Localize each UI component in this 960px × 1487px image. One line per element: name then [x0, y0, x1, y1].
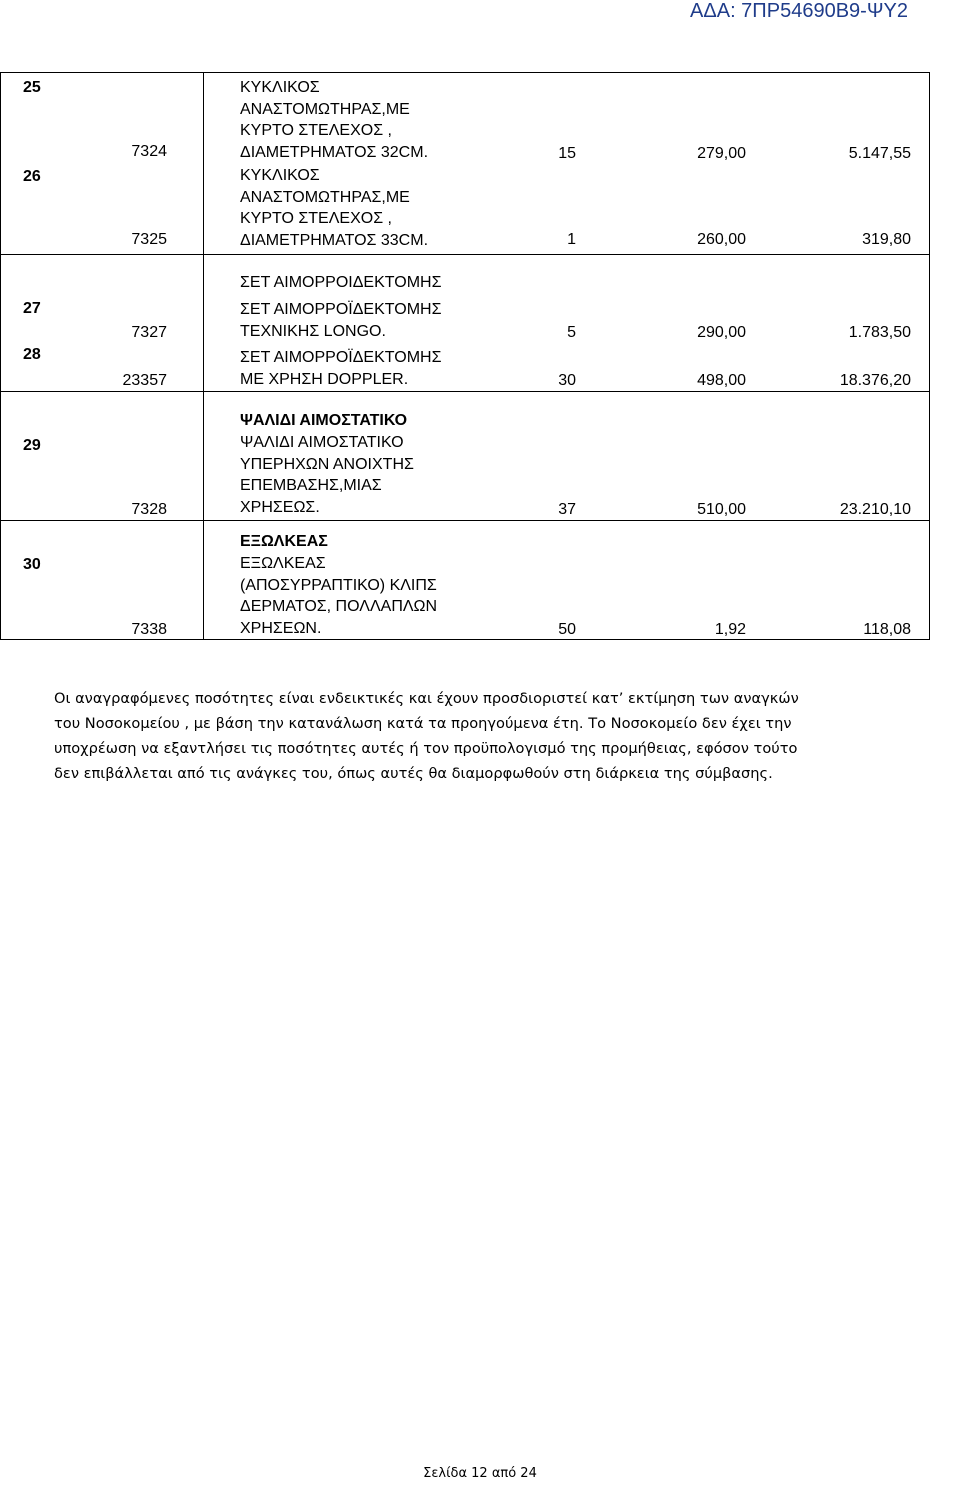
- item-quantity: 37: [558, 501, 576, 518]
- row-divider: [1, 254, 929, 255]
- ada-code: ΑΔΑ: 7ΠΡ54690Β9-ΨΥ2: [690, 0, 908, 22]
- group-heading: ΣΕΤ ΑΙΜΟΡΡΟΙΔΕΚΤΟΜΗΣ: [240, 274, 442, 291]
- page-number: Σελίδα 12 από 24: [423, 1466, 537, 1481]
- note-line: του Νοσοκομείου , με βάση την κατανάλωση κατά τα προηγούμενα έτη. Το Νοσοκομείο δεν έχει την: [54, 715, 792, 732]
- note-line: υποχρέωση να εξαντλήσει τις ποσότητες αυτές ή τον προϋπολογισμό της προμήθειας, εφόσον τούτο: [54, 740, 798, 757]
- row-number: 27: [23, 300, 41, 317]
- item-quantity: 5: [567, 324, 576, 341]
- note-line: δεν επιβάλλεται από τις ανάγκες του, όπως αυτές θα διαμορφωθούν στη διάρκεια της σύμβασης.: [54, 765, 773, 782]
- item-quantity: 50: [558, 621, 576, 638]
- item-quantity: 1: [567, 231, 576, 248]
- item-total: 18.376,20: [839, 372, 911, 389]
- item-unit-price: 1,92: [714, 621, 746, 638]
- row-number: 28: [23, 346, 41, 363]
- item-total: 1.783,50: [848, 324, 911, 341]
- item-code: 23357: [122, 372, 167, 389]
- item-description: ΨΑΛΙΔΙ ΑΙΜΟΣΤΑΤΙΚΟ ΥΠΕΡΗΧΩΝ ΑΝΟΙΧΤΗΣ ΕΠΕΜΒΑΣΗΣ,ΜΙΑΣ ΧΡΗΣΕΩΣ.: [240, 434, 414, 516]
- item-unit-price: 290,00: [697, 324, 746, 341]
- item-description: ΣΕΤ ΑΙΜΟΡΡΟΪΔΕΚΤΟΜΗΣ ΜΕ ΧΡΗΣΗ DOPPLER.: [240, 349, 442, 388]
- item-description: ΣΕΤ ΑΙΜΟΡΡΟΪΔΕΚΤΟΜΗΣ ΤΕΧΝΙΚΗΣ LONGO.: [240, 301, 442, 340]
- items-table: [0, 72, 930, 640]
- item-unit-price: 498,00: [697, 372, 746, 389]
- item-total: 319,80: [862, 231, 911, 248]
- item-description: ΕΞΩΛΚΕΑΣ (ΑΠΟΣΥΡΡΑΠΤΙΚΟ) ΚΛΙΠΣ ΔΕΡΜΑΤΟΣ, ΠΟΛΛΑΠΛΩΝ ΧΡΗΣΕΩΝ.: [240, 555, 438, 637]
- item-unit-price: 260,00: [697, 231, 746, 248]
- item-unit-price: 279,00: [697, 145, 746, 162]
- item-quantity: 30: [558, 372, 576, 389]
- item-quantity: 15: [558, 145, 576, 162]
- item-code: 7327: [131, 324, 167, 341]
- note-line: Οι αναγραφόμενες ποσότητες είναι ενδεικτικές και έχουν προσδιοριστεί κατ’ εκτίμηση των αναγκών: [54, 690, 799, 707]
- row-number: 26: [23, 168, 41, 185]
- row-number: 30: [23, 556, 41, 573]
- item-total: 23.210,10: [839, 501, 911, 518]
- group-heading: ΕΞΩΛΚΕΑΣ: [240, 533, 328, 550]
- item-code: 7338: [131, 621, 167, 638]
- item-description: ΚΥΚΛΙΚΟΣ ΑΝΑΣΤΟΜΩΤΗΡΑΣ,ΜΕ ΚΥΡΤΟ ΣΤΕΛΕΧΟΣ , ΔΙΑΜΕΤΡΗΜΑΤΟΣ 32CM.: [240, 79, 429, 161]
- column-divider: [203, 73, 204, 639]
- item-total: 5.147,55: [848, 145, 911, 162]
- item-code: 7324: [131, 143, 167, 160]
- row-number: 25: [23, 79, 41, 96]
- quantities-note: [54, 686, 907, 786]
- item-total: 118,08: [863, 621, 911, 638]
- item-code: 7328: [131, 501, 167, 518]
- item-description: ΚΥΚΛΙΚΟΣ ΑΝΑΣΤΟΜΩΤΗΡΑΣ,ΜΕ ΚΥΡΤΟ ΣΤΕΛΕΧΟΣ , ΔΙΑΜΕΤΡΗΜΑΤΟΣ 33CM.: [240, 167, 429, 249]
- row-number: 29: [23, 437, 41, 454]
- item-code: 7325: [131, 231, 167, 248]
- group-heading: ΨΑΛΙΔΙ ΑΙΜΟΣΤΑΤΙΚΟ: [240, 412, 408, 429]
- item-unit-price: 510,00: [697, 501, 746, 518]
